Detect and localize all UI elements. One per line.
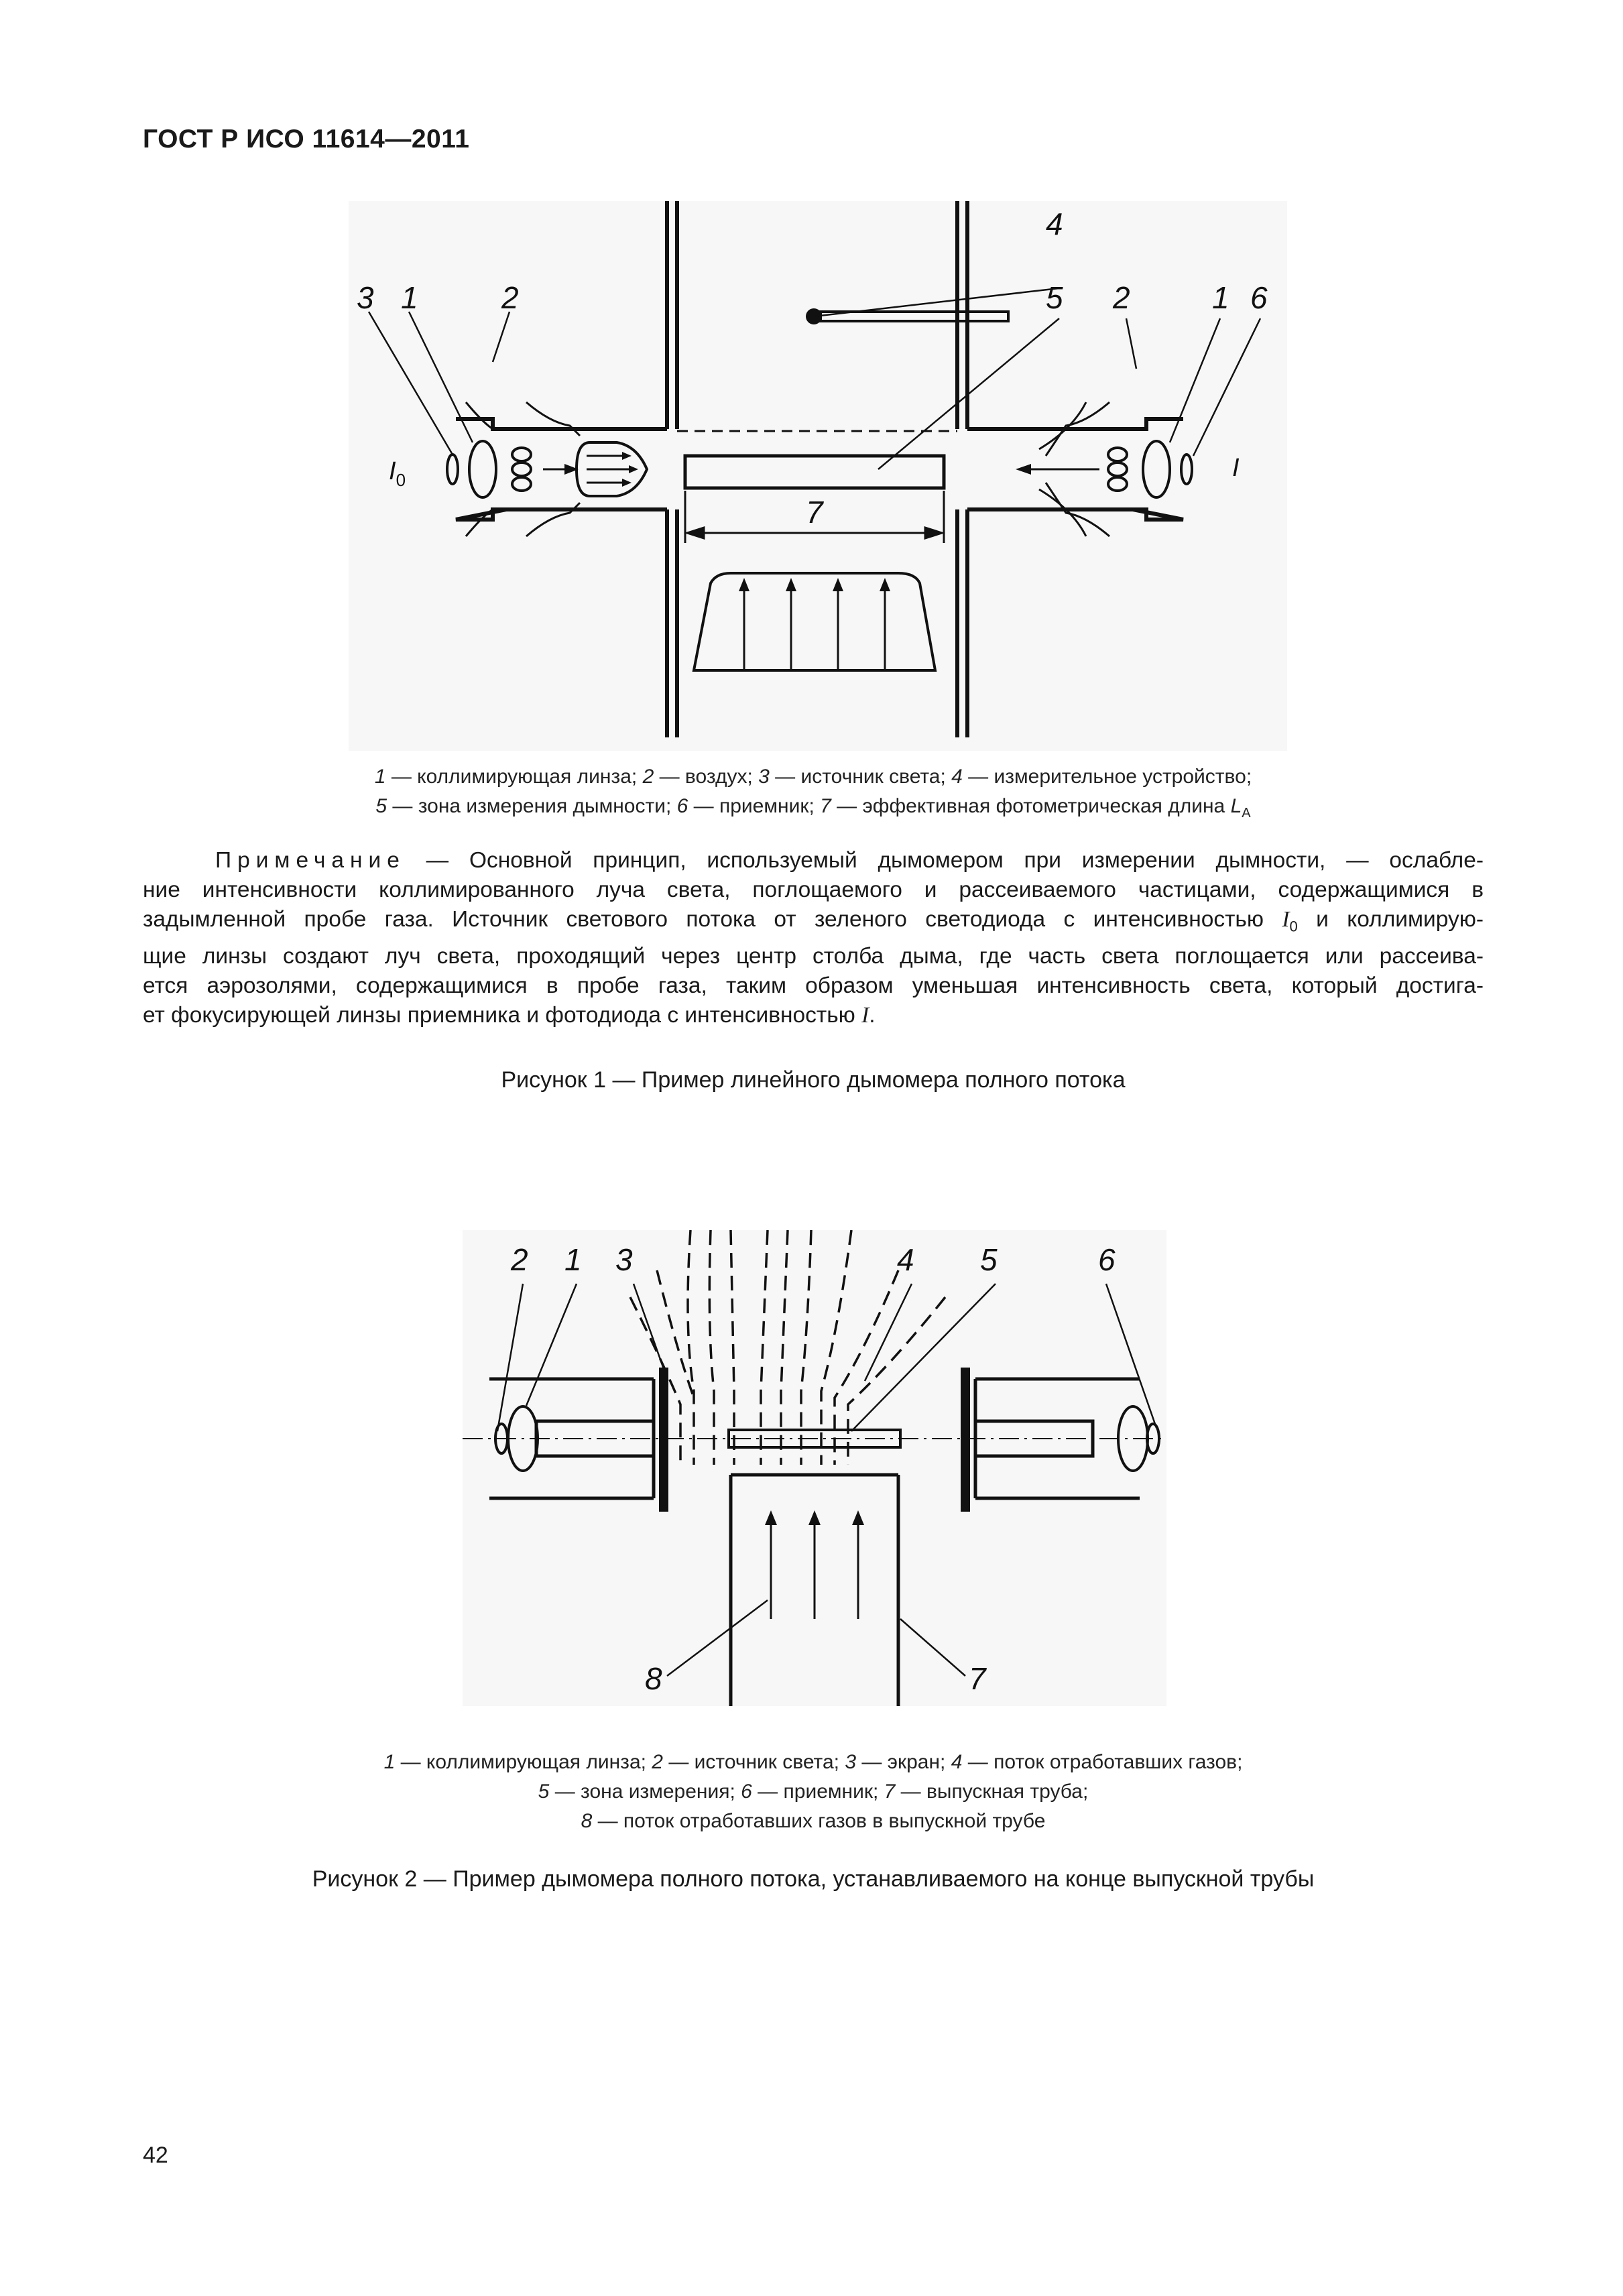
- legend-text: — зона измерения дымности;: [387, 795, 677, 817]
- fig1-label-1: 1: [401, 280, 418, 315]
- note-label: Примечание: [215, 848, 406, 873]
- legend-number: 6: [741, 1780, 752, 1803]
- fig2-label-6: 6: [1098, 1242, 1116, 1277]
- legend-number: 4: [951, 1751, 963, 1773]
- legend-number: 2: [642, 766, 654, 788]
- fig2-label-5: 5: [980, 1242, 998, 1277]
- legend-text: — зона измерения;: [549, 1780, 741, 1803]
- fig1-label-1-right: 1: [1212, 280, 1229, 315]
- legend-text: — экран;: [856, 1751, 951, 1773]
- fig1-label-7: 7: [806, 495, 823, 530]
- legend-la-symbol: L: [1230, 795, 1242, 817]
- fig2-label-1: 1: [564, 1242, 582, 1277]
- fig1-label-5: 5: [1046, 280, 1063, 315]
- legend-text: — коллимирующая линза;: [385, 766, 643, 788]
- fig1-label-6: 6: [1250, 280, 1268, 315]
- fig1-label-3: 3: [357, 280, 374, 315]
- legend-text: — источник света;: [769, 766, 952, 788]
- legend-number: 3: [845, 1751, 856, 1773]
- fig1-label-2: 2: [501, 280, 519, 315]
- fig2-label-7: 7: [969, 1661, 986, 1696]
- figure-2-diagram: [463, 1230, 1166, 1706]
- legend-text: — поток отработавших газов;: [962, 1751, 1243, 1773]
- legend-text: — источник света;: [662, 1751, 845, 1773]
- figure-1-legend: 1 — коллимирующая линза; 2 — воздух; 3 — источник света; 4 — измерительное устройство; 5 — зона измерения дымности; 6 — приемник; 7 — эффективная фотометрическая длина $L_A$: [374, 766, 1252, 821]
- figure-1-diagram: [349, 201, 1287, 751]
- fig2-label-8: 8: [645, 1661, 662, 1696]
- legend-number: 7: [820, 795, 831, 817]
- legend-number: 6: [676, 795, 688, 817]
- legend-text: — приемник;: [688, 795, 821, 817]
- legend-text: — эффективная фотометрическая длина: [831, 795, 1231, 817]
- legend-number: 4: [951, 766, 963, 788]
- figure-2-legend: [143, 1748, 1484, 1836]
- fig1-label-4: 4: [1046, 206, 1063, 241]
- legend-number: 5: [375, 795, 387, 817]
- figure-2-title: Рисунок 2 — Пример дымомера полного потока, устанавливаемого на конце выпускной трубы: [312, 1866, 1315, 1892]
- page-number: 42: [143, 2142, 168, 2168]
- fig1-label-i: I: [1232, 454, 1240, 482]
- fig1-label-2-right: 2: [1113, 280, 1130, 315]
- legend-text: — коллимирующая линза;: [395, 1751, 652, 1773]
- legend-number: 7: [884, 1780, 896, 1803]
- legend-number: 8: [581, 1810, 593, 1832]
- legend-text: — выпускная труба;: [895, 1780, 1089, 1803]
- legend-number: 3: [758, 766, 770, 788]
- fig2-label-3: 3: [615, 1242, 633, 1277]
- legend-number: 2: [652, 1751, 663, 1773]
- legend-number: 5: [538, 1780, 550, 1803]
- document-header: ГОСТ Р ИСО 11614—2011: [143, 125, 470, 154]
- legend-text: — поток отработавших газов в выпускной трубе: [592, 1810, 1046, 1832]
- legend-number: 1: [383, 1751, 396, 1773]
- note-paragraph: Примечание — Основной принцип, используемый дымомером при измерении дымности, — ослабле- ние интенсивности коллимированного луча света, поглощаемого и рассеиваемого частицами, содержащимися в задымленной пробе газа. Источник светового потока от зеленого светодиода с интенсивностью $I_0$ и коллимирую- щие линзы создают луч света, проходящий через центр столба дыма, где часть света поглощается или рассеива- ется аэрозолями, содержащимися в пробе газа, таким образом уменьшая интенсивность света, который достига- ет фокусирующей линзы приемника и фотодиода с интенсивностью I.: [143, 848, 1484, 1028]
- legend-number: 1: [374, 766, 386, 788]
- fig1-label-i0: $I_0$: [389, 457, 406, 490]
- fig2-label-4: 4: [897, 1242, 914, 1277]
- legend-text: — измерительное устройство;: [962, 766, 1252, 788]
- fig2-label-2: 2: [511, 1242, 528, 1277]
- figure-1-title: Рисунок 1 — Пример линейного дымомера полного потока: [501, 1067, 1126, 1093]
- legend-text: — приемник;: [752, 1780, 884, 1803]
- legend-text: — воздух;: [654, 766, 759, 788]
